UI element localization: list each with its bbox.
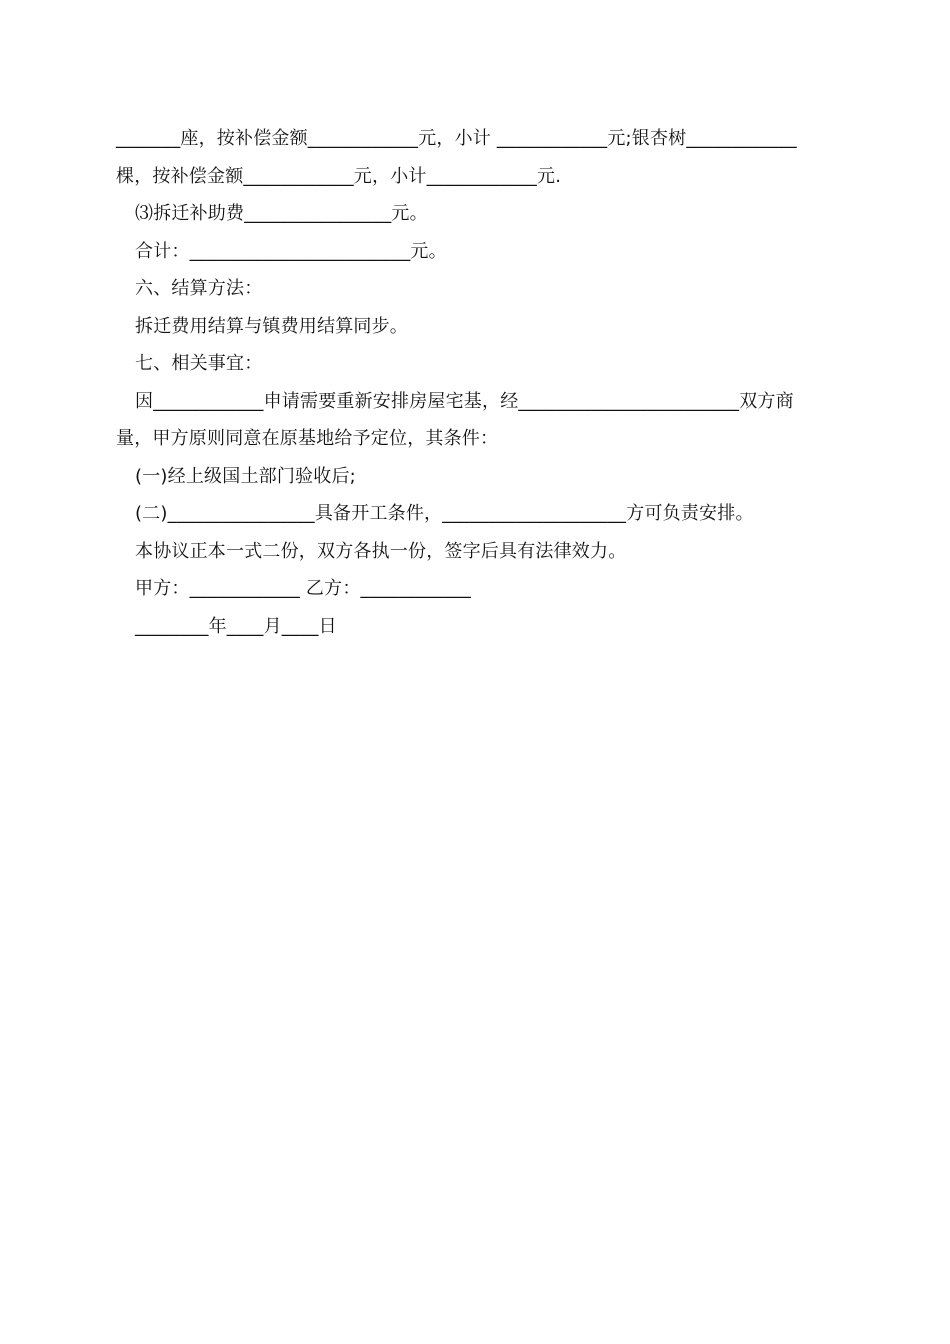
relocation-subsidy-line: ⑶拆迁补助费________________元。 bbox=[135, 203, 428, 224]
section-heading-related-matters: 七、相关事宜： bbox=[135, 353, 263, 374]
settlement-text: 拆迁费用结算与镇费用结算同步。 bbox=[135, 315, 408, 337]
signature-line: 甲方：____________ 乙方：____________ bbox=[135, 578, 471, 599]
homestead-arrangement-line-1: 因____________申请需要重新安排房屋宅基，经________________________双方商 bbox=[135, 390, 794, 412]
agreement-validity: 本协议正本一式二份，双方各执一份，签字后具有法律效力。 bbox=[135, 540, 627, 562]
condition-2: (二)________________具备开工条件，____________________方可负责安排。 bbox=[135, 503, 754, 524]
total-line: 合计：________________________元。 bbox=[135, 240, 447, 262]
date-line: ________年____月____日 bbox=[135, 615, 337, 637]
homestead-arrangement-line-2: 量，甲方原则同意在原基地给予定位，其条件： bbox=[116, 428, 499, 449]
document-body bbox=[116, 120, 836, 645]
ginkgo-compensation-line-1: _______座，按补偿金额____________元，小计 ____________元;银杏树____________ bbox=[116, 128, 797, 149]
section-heading-settlement: 六、结算方法： bbox=[135, 278, 263, 299]
condition-1: (一)经上级国土部门验收后; bbox=[135, 465, 356, 487]
ginkgo-compensation-line-2: 棵，按补偿金额____________元，小计____________元. bbox=[116, 165, 562, 187]
